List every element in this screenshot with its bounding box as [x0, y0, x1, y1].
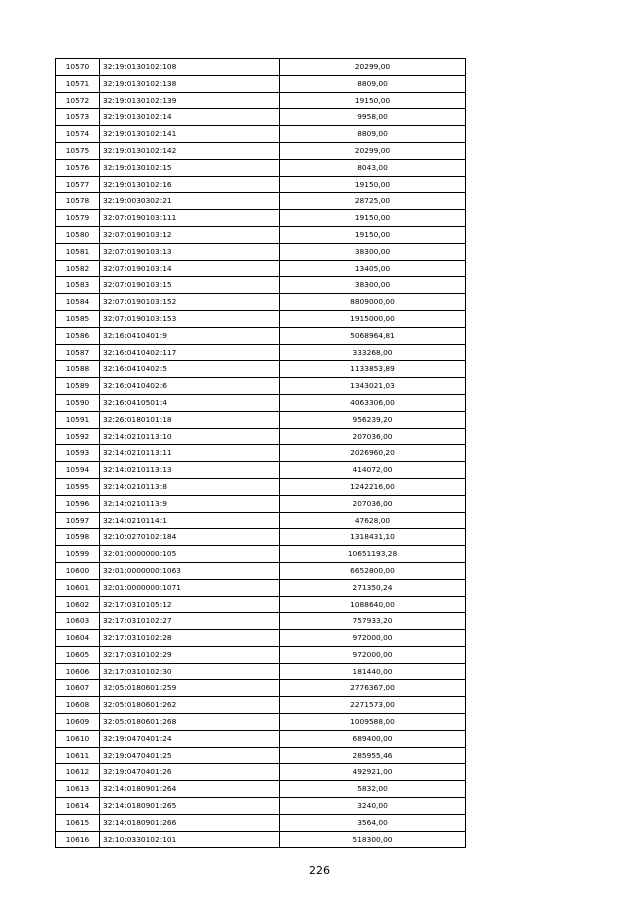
table-row [56, 814, 466, 831]
registry-table [55, 58, 466, 848]
table-row [56, 243, 466, 260]
table-row [56, 294, 466, 311]
table-row [56, 260, 466, 277]
cadastral-number-cell: 32:14:0210113:13 [100, 462, 280, 479]
cadastral-number-cell: 32:14:0180901:265 [100, 798, 280, 815]
value-cell: 20299,00 [280, 59, 466, 76]
row-number-cell: 10593 [56, 445, 100, 462]
table-row [56, 613, 466, 630]
page-number: 226 [309, 864, 330, 877]
table-row [56, 126, 466, 143]
value-cell: 38300,00 [280, 277, 466, 294]
row-number-cell: 10577 [56, 176, 100, 193]
value-cell: 8809,00 [280, 75, 466, 92]
row-number-cell: 10601 [56, 579, 100, 596]
value-cell: 271350,24 [280, 579, 466, 596]
row-number-cell: 10605 [56, 646, 100, 663]
row-number-cell: 10604 [56, 630, 100, 647]
table-row [56, 596, 466, 613]
table-row [56, 92, 466, 109]
value-cell: 8043,00 [280, 159, 466, 176]
table-row [56, 344, 466, 361]
value-cell: 9958,00 [280, 109, 466, 126]
value-cell: 285955,46 [280, 747, 466, 764]
value-cell: 19150,00 [280, 210, 466, 227]
value-cell: 47628,00 [280, 512, 466, 529]
registry-table-body [56, 59, 466, 848]
cadastral-number-cell: 32:26:0180101:18 [100, 411, 280, 428]
table-row [56, 445, 466, 462]
table-row [56, 378, 466, 395]
row-number-cell: 10588 [56, 361, 100, 378]
table-row [56, 798, 466, 815]
cadastral-number-cell: 32:16:0410501:4 [100, 394, 280, 411]
value-cell: 1133853,89 [280, 361, 466, 378]
cadastral-number-cell: 32:16:0410401:9 [100, 327, 280, 344]
value-cell: 5068964,81 [280, 327, 466, 344]
row-number-cell: 10590 [56, 394, 100, 411]
cadastral-number-cell: 32:10:0270102:184 [100, 529, 280, 546]
row-number-cell: 10583 [56, 277, 100, 294]
table-row [56, 478, 466, 495]
table-row [56, 411, 466, 428]
row-number-cell: 10609 [56, 714, 100, 731]
value-cell: 6652800,00 [280, 562, 466, 579]
table-row [56, 193, 466, 210]
row-number-cell: 10611 [56, 747, 100, 764]
value-cell: 19150,00 [280, 92, 466, 109]
value-cell: 8809,00 [280, 126, 466, 143]
table-row [56, 361, 466, 378]
row-number-cell: 10582 [56, 260, 100, 277]
cadastral-number-cell: 32:19:0130102:15 [100, 159, 280, 176]
cadastral-number-cell: 32:19:0130102:108 [100, 59, 280, 76]
cadastral-number-cell: 32:14:0210114:1 [100, 512, 280, 529]
value-cell: 10651193,28 [280, 546, 466, 563]
row-number-cell: 10614 [56, 798, 100, 815]
cadastral-number-cell: 32:01:0000000:1063 [100, 562, 280, 579]
cadastral-number-cell: 32:07:0190103:153 [100, 310, 280, 327]
table-row [56, 646, 466, 663]
table-row [56, 781, 466, 798]
table-row [56, 226, 466, 243]
cadastral-number-cell: 32:01:0000000:1071 [100, 579, 280, 596]
row-number-cell: 10606 [56, 663, 100, 680]
value-cell: 1318431,10 [280, 529, 466, 546]
table-row [56, 142, 466, 159]
table-row [56, 630, 466, 647]
cadastral-number-cell: 32:19:0130102:16 [100, 176, 280, 193]
value-cell: 689400,00 [280, 730, 466, 747]
table-row [56, 831, 466, 848]
table-row [56, 109, 466, 126]
row-number-cell: 10600 [56, 562, 100, 579]
row-number-cell: 10603 [56, 613, 100, 630]
row-number-cell: 10599 [56, 546, 100, 563]
value-cell: 207036,00 [280, 495, 466, 512]
cadastral-number-cell: 32:14:0210113:10 [100, 428, 280, 445]
value-cell: 972000,00 [280, 630, 466, 647]
row-number-cell: 10580 [56, 226, 100, 243]
row-number-cell: 10608 [56, 697, 100, 714]
row-number-cell: 10586 [56, 327, 100, 344]
value-cell: 19150,00 [280, 176, 466, 193]
table-row [56, 697, 466, 714]
cadastral-number-cell: 32:17:0310105:12 [100, 596, 280, 613]
cadastral-number-cell: 32:01:0000000:105 [100, 546, 280, 563]
cadastral-number-cell: 32:19:0030302:21 [100, 193, 280, 210]
value-cell: 414072,00 [280, 462, 466, 479]
table-row [56, 714, 466, 731]
row-number-cell: 10594 [56, 462, 100, 479]
value-cell: 207036,00 [280, 428, 466, 445]
cadastral-number-cell: 32:05:0180601:259 [100, 680, 280, 697]
row-number-cell: 10574 [56, 126, 100, 143]
cadastral-number-cell: 32:10:0330102:101 [100, 831, 280, 848]
table-row [56, 512, 466, 529]
row-number-cell: 10581 [56, 243, 100, 260]
value-cell: 757933,20 [280, 613, 466, 630]
cadastral-number-cell: 32:19:0470401:24 [100, 730, 280, 747]
row-number-cell: 10575 [56, 142, 100, 159]
cadastral-number-cell: 32:19:0130102:141 [100, 126, 280, 143]
cadastral-number-cell: 32:14:0210113:11 [100, 445, 280, 462]
table-row [56, 529, 466, 546]
value-cell: 8809000,00 [280, 294, 466, 311]
row-number-cell: 10587 [56, 344, 100, 361]
value-cell: 1242216,00 [280, 478, 466, 495]
table-row [56, 579, 466, 596]
cadastral-number-cell: 32:14:0180901:264 [100, 781, 280, 798]
table-row [56, 680, 466, 697]
cadastral-number-cell: 32:17:0310102:27 [100, 613, 280, 630]
value-cell: 492921,00 [280, 764, 466, 781]
cadastral-number-cell: 32:07:0190103:111 [100, 210, 280, 227]
row-number-cell: 10598 [56, 529, 100, 546]
cadastral-number-cell: 32:17:0310102:30 [100, 663, 280, 680]
row-number-cell: 10589 [56, 378, 100, 395]
value-cell: 1088640,00 [280, 596, 466, 613]
cadastral-number-cell: 32:19:0130102:14 [100, 109, 280, 126]
value-cell: 956239,20 [280, 411, 466, 428]
table-row [56, 562, 466, 579]
cadastral-number-cell: 32:07:0190103:12 [100, 226, 280, 243]
value-cell: 333268,00 [280, 344, 466, 361]
row-number-cell: 10570 [56, 59, 100, 76]
value-cell: 28725,00 [280, 193, 466, 210]
table-row [56, 159, 466, 176]
row-number-cell: 10610 [56, 730, 100, 747]
row-number-cell: 10592 [56, 428, 100, 445]
cadastral-number-cell: 32:19:0130102:142 [100, 142, 280, 159]
row-number-cell: 10597 [56, 512, 100, 529]
value-cell: 4063306,00 [280, 394, 466, 411]
table-row [56, 663, 466, 680]
value-cell: 518300,00 [280, 831, 466, 848]
row-number-cell: 10612 [56, 764, 100, 781]
cadastral-number-cell: 32:16:0410402:6 [100, 378, 280, 395]
table-row [56, 394, 466, 411]
value-cell: 20299,00 [280, 142, 466, 159]
row-number-cell: 10607 [56, 680, 100, 697]
row-number-cell: 10591 [56, 411, 100, 428]
row-number-cell: 10576 [56, 159, 100, 176]
cadastral-number-cell: 32:19:0470401:26 [100, 764, 280, 781]
cadastral-number-cell: 32:14:0210113:9 [100, 495, 280, 512]
table-row [56, 277, 466, 294]
value-cell: 2776367,00 [280, 680, 466, 697]
table-row [56, 747, 466, 764]
value-cell: 19150,00 [280, 226, 466, 243]
cadastral-number-cell: 32:07:0190103:13 [100, 243, 280, 260]
value-cell: 38300,00 [280, 243, 466, 260]
value-cell: 1343021,03 [280, 378, 466, 395]
table-row [56, 75, 466, 92]
cadastral-number-cell: 32:07:0190103:152 [100, 294, 280, 311]
table-row [56, 462, 466, 479]
table-row [56, 210, 466, 227]
table-row [56, 730, 466, 747]
table-row [56, 546, 466, 563]
cadastral-number-cell: 32:05:0180601:268 [100, 714, 280, 731]
table-row [56, 59, 466, 76]
value-cell: 181440,00 [280, 663, 466, 680]
cadastral-number-cell: 32:17:0310102:28 [100, 630, 280, 647]
value-cell: 13405,00 [280, 260, 466, 277]
cadastral-number-cell: 32:07:0190103:14 [100, 260, 280, 277]
cadastral-number-cell: 32:16:0410402:117 [100, 344, 280, 361]
cadastral-number-cell: 32:16:0410402:5 [100, 361, 280, 378]
row-number-cell: 10596 [56, 495, 100, 512]
cadastral-number-cell: 32:07:0190103:15 [100, 277, 280, 294]
row-number-cell: 10572 [56, 92, 100, 109]
value-cell: 2271573,00 [280, 697, 466, 714]
row-number-cell: 10613 [56, 781, 100, 798]
cadastral-number-cell: 32:19:0470401:25 [100, 747, 280, 764]
table-row [56, 176, 466, 193]
value-cell: 3240,00 [280, 798, 466, 815]
value-cell: 5832,00 [280, 781, 466, 798]
table-row [56, 327, 466, 344]
row-number-cell: 10616 [56, 831, 100, 848]
cadastral-number-cell: 32:19:0130102:139 [100, 92, 280, 109]
value-cell: 3564,00 [280, 814, 466, 831]
cadastral-number-cell: 32:05:0180601:262 [100, 697, 280, 714]
value-cell: 1915000,00 [280, 310, 466, 327]
cadastral-number-cell: 32:17:0310102:29 [100, 646, 280, 663]
table-row [56, 310, 466, 327]
value-cell: 972000,00 [280, 646, 466, 663]
row-number-cell: 10573 [56, 109, 100, 126]
cadastral-number-cell: 32:14:0210113:8 [100, 478, 280, 495]
value-cell: 1009588,00 [280, 714, 466, 731]
table-row [56, 428, 466, 445]
row-number-cell: 10615 [56, 814, 100, 831]
registry-table-container [55, 58, 466, 848]
cadastral-number-cell: 32:19:0130102:138 [100, 75, 280, 92]
row-number-cell: 10585 [56, 310, 100, 327]
row-number-cell: 10595 [56, 478, 100, 495]
cadastral-number-cell: 32:14:0180901:266 [100, 814, 280, 831]
table-row [56, 764, 466, 781]
row-number-cell: 10584 [56, 294, 100, 311]
row-number-cell: 10578 [56, 193, 100, 210]
row-number-cell: 10571 [56, 75, 100, 92]
value-cell: 2026960,20 [280, 445, 466, 462]
row-number-cell: 10579 [56, 210, 100, 227]
table-row [56, 495, 466, 512]
row-number-cell: 10602 [56, 596, 100, 613]
